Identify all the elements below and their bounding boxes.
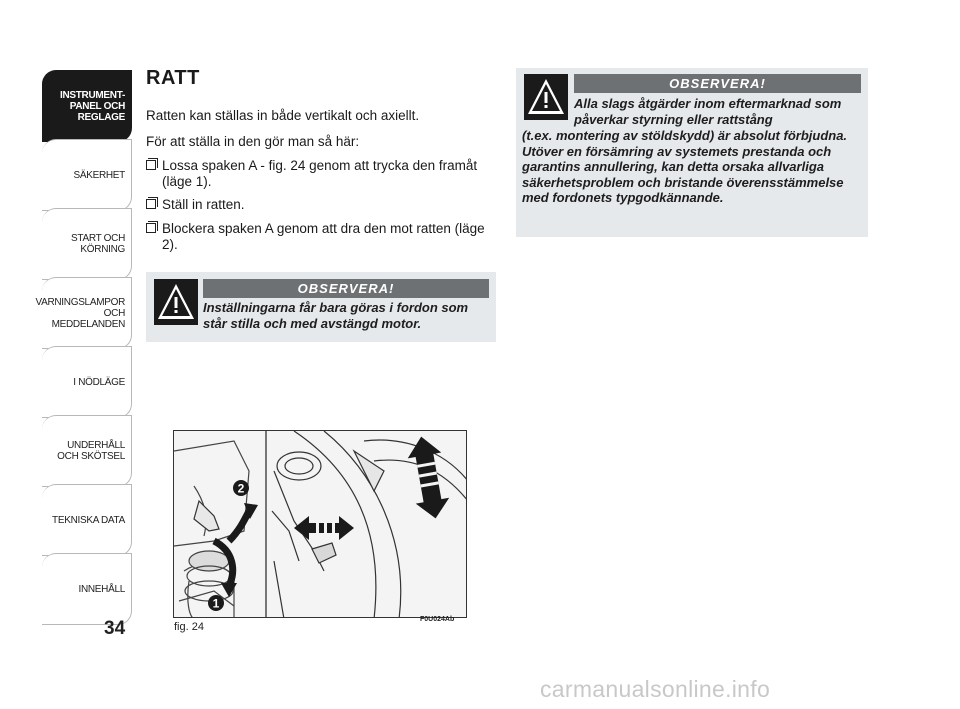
tab-label: START OCH KÖRNING <box>71 233 125 255</box>
warning-triangle-icon <box>154 279 198 325</box>
warning-heading: OBSERVERA! <box>574 74 861 93</box>
tab-label: INSTRUMENT- PANEL OCH REGLAGE <box>59 89 125 123</box>
warning-text-first: Alla slags åtgärder inom eftermarknad som påverkar styrning eller rattstång <box>574 96 842 127</box>
page-title: RATT <box>146 67 200 89</box>
instruction-text: För att ställa in den gör man så här: <box>146 134 360 149</box>
intro-text: Ratten kan ställas in både vertikalt och axiellt. <box>146 108 420 123</box>
checkbox-bullet-icon <box>146 158 158 170</box>
tab-underhall[interactable] <box>42 415 132 487</box>
figure-caption: fig. 24 <box>174 621 204 633</box>
checkbox-bullet-icon <box>146 197 158 209</box>
tab-sakerhet[interactable] <box>42 139 132 211</box>
step-text: Blockera spaken A genom att dra den mot ratten (läge 2). <box>162 221 485 252</box>
figure-steering-adjustment <box>173 430 467 618</box>
warning-text-rest: (t.ex. montering av stöldskydd) är absolut förbjudna. Utöver en försämring av systemets prestanda och garantins annullering, kan detta orsaka allvarliga säkerhetsproblem och bristande överensstämmelse med fordonets typgodkännande. <box>522 128 848 205</box>
warning-heading: OBSERVERA! <box>203 279 489 298</box>
tab-label: UNDERHÅLL OCH SKÖTSEL <box>57 440 125 462</box>
tab-varningslampor[interactable] <box>35 277 132 349</box>
page-number: 34 <box>104 618 126 639</box>
checkbox-bullet-icon <box>146 221 158 233</box>
tab-tekniska-data[interactable] <box>42 484 132 556</box>
tab-label: VARNINGSLAMPOR OCH MEDDELANDEN <box>35 296 125 330</box>
figure-code: F0U024Ab <box>420 616 455 623</box>
tab-i-nodlage[interactable] <box>42 346 132 418</box>
tab-innehall[interactable] <box>42 553 132 625</box>
tab-start-och-korning[interactable] <box>42 208 132 280</box>
list-item <box>146 158 496 190</box>
warning-text: Inställningarna får bara göras i fordon som står stilla och med avstängd motor. <box>203 300 469 331</box>
step-text: Ställ in ratten. <box>162 197 245 212</box>
watermark: carmanualsonline.info <box>540 676 771 702</box>
warning-triangle-icon <box>524 74 568 120</box>
tab-label: INNEHÅLL <box>78 583 125 595</box>
list-item <box>146 221 496 253</box>
marker-2-label: 2 <box>237 481 245 496</box>
step-text: Lossa spaken A - fig. 24 genom att trycka den framåt (läge 1). <box>162 158 478 189</box>
steering-column-illustration <box>174 431 467 618</box>
tab-label: TEKNISKA DATA <box>52 514 125 526</box>
tab-instrumentpanel[interactable] <box>42 70 132 142</box>
tab-label: I NÖDLÄGE <box>73 376 125 388</box>
tab-label: SÄKERHET <box>73 169 125 181</box>
list-item <box>146 197 496 213</box>
marker-1-label: 1 <box>212 596 220 611</box>
warning-box-right <box>516 68 868 237</box>
warning-box <box>146 272 496 342</box>
